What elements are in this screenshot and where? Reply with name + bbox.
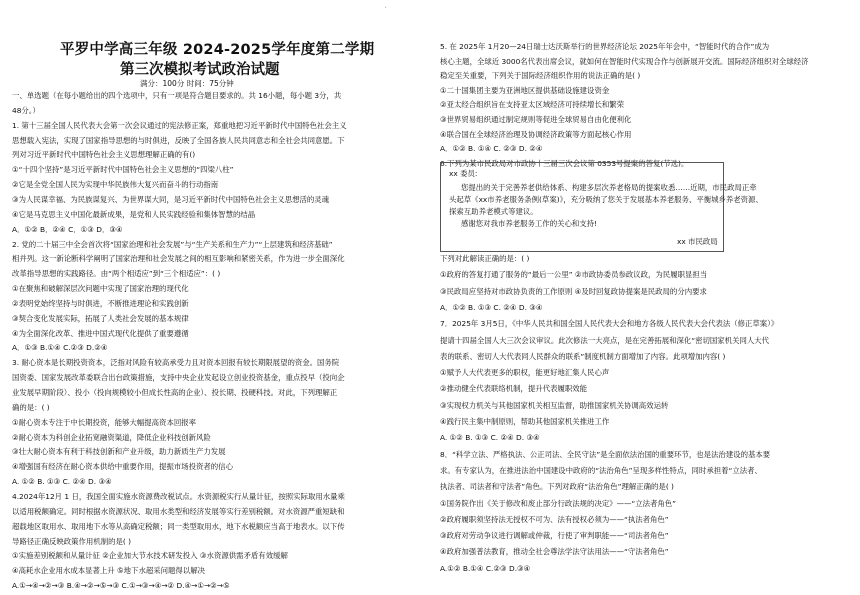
text-line: ②政府履职须坚持法无授权不可为、法有授权必须为——“执法者角色” [440, 515, 669, 524]
text-line: ③政府对劳动争议进行调解或仲裁，行使了审判职能——“司法者角色” [440, 531, 669, 540]
reply-body-line: 您提出的关于完善养老供给体系、构建多层次养老格局的提案收悉……近期，市民政局正牵 [461, 183, 757, 192]
text-line: 业发展早期阶段）、投小（投向规模较小但成长性高的企业）、投长期、投硬科技。对此，下列理解正 [12, 388, 338, 397]
text-line: ②耐心资本为科创企业拓宽融资渠道，降低企业科技创新风险 [12, 433, 211, 442]
text-line: 48分。） [12, 106, 40, 115]
text-line: 国资委、国家发展改革委联合出台政策措施，支持中央企业发起设立创业投资基金，重点投早（投向企 [12, 373, 345, 382]
text-line: 5. 在 2025年 1月20—24日瑞士达沃斯举行的世界经济论坛 2025年年会中，“智能时代的合作”成为 [440, 42, 770, 51]
text-line: ③民政局应坚持对市政协负责的工作原则 ④及时回复政协提案是民政局的分内要求 [440, 287, 707, 296]
text-line: ④它是马克思主义中国化最新成果，是党和人民实践经验和集体智慧的结晶 [12, 210, 256, 219]
text-line: A．①③ B.①④ C.②③ D.②④ [12, 343, 108, 352]
text-line: ③为人民谋幸福、为民族谋复兴、为世界谋大同，是习近平新时代中国特色社会主义思想活的灵魂 [12, 195, 330, 204]
reply-letter-box [440, 162, 763, 252]
text-line: 1. 第十三届全国人民代表大会第一次会议通过的宪法修正案，郑重地把习近平新时代中国特色社会主义 [12, 121, 347, 130]
text-line: 下列对此解读正确的是：( ) [440, 254, 530, 263]
exam-title-line1: 平罗中学高三年级 2024-2025学年度第二学期 [60, 42, 375, 58]
reply-signature: xx 市民政局 [677, 237, 718, 246]
text-line: A. ①② B. ①③ C. ②④ D. ③④ [12, 477, 112, 486]
exam-meta: 满分：100分 时间：75分钟 [140, 79, 234, 88]
text-line: 8．“科学立法、严格执法、公正司法、全民守法”是全面依法治国的重要环节，也是法治建设的基本要 [440, 450, 771, 459]
text-line: 导路径正确反映政策作用机制的是( ) [12, 537, 131, 546]
text-line: A．①② B．②④ C．①③ D．③④ [12, 225, 123, 234]
text-line: ①二十国集团主要为亚洲地区提供基础设施建设资金 [440, 86, 610, 95]
text-line: ④政府加强普法教育，推动全社会尊法学法守法用法——“守法者角色” [440, 547, 669, 556]
text-line: 2. 党的二十届三中全会首次将“国家治理和社会发展”与“生产关系和生产力”“上层建筑和经济基础” [12, 240, 333, 249]
text-line: ③世界贸易组织通过制定规则等促进全球贸易自由化便利化 [440, 115, 632, 124]
text-line: 确的是：( ) [12, 403, 50, 412]
text-line: ①在聚焦和破解深层次问题中实现了国家治理的现代化 [12, 284, 189, 293]
text-line: ①国务院作出《关于修改和废止部分行政法规的决定》——“立法者角色” [440, 499, 677, 508]
exam-title-line2: 第三次模拟考试政治试题 [120, 62, 280, 78]
text-line: 思想载入宪法，实现了国家指导思想的与时俱进，反映了全国各族人民共同意志和全社会共同意愿。下 [12, 136, 345, 145]
text-line: 3. 耐心资本是长期投资资本，泛指对风险有较高承受力且对资本回报有较长期限展望的资金。国务院 [12, 358, 340, 367]
reply-body-line: 探索互助养老模式等建议。 [449, 207, 538, 216]
text-line: 列对习近平新时代中国特色社会主义思想理解正确的有() [12, 150, 196, 159]
text-line: A.①→④→②→③ B.④→②→⑤→③ C.①→③→④→② D.④→①→②→⑤ [12, 581, 230, 590]
text-line: 超载地区取用水、取用地下水等从高确定税额；同一类型取用水，地下水税额应当高于地表水。以下传 [12, 522, 345, 531]
text-line: 提请十四届全国人大三次会议审议。此次修法一大亮点，是在完善拓展和深化“密切国家机关同人大代 [440, 336, 770, 345]
reply-body-line: 头起草《xx市养老服务条例(草案)》，充分吸纳了您关于发展基本养老服务、平衡城乡养老资源、 [449, 195, 763, 204]
text-line: 表的联系、密切人大代表同人民群众的联系”制度机制方面增加了内容。此项增加内容( ) [440, 352, 726, 361]
text-line: 核心主题，全球近 3000名代表出席会议，就如何在智能时代实现合作与创新展开交流。国际经济组织对全球经济 [440, 57, 809, 66]
text-line: 6.下列为某市民政局对市政协十三届三次会议第 0353号提案的答复(节选)。 [440, 159, 689, 168]
text-line: ①实施差别税额和从量计征 ②企业加大节水技术研发投入 ③水资源供需矛盾有效缓解 [12, 551, 288, 560]
reply-body-line: 感谢您对我市养老服务工作的关心和支持! [461, 219, 597, 228]
text-line: ④践行民主集中制原则，帮助其他国家机关推进工作 [440, 417, 610, 426]
text-line: ②表明党始终坚持与时俱进，不断推进理论和实践创新 [12, 299, 189, 308]
text-line: 7．2025年 3月5日，《中华人民共和国全国人民代表大会和地方各级人民代表大会代表法（修正草案）》 [440, 319, 779, 328]
text-line: 相并列。这一新论断科学阐明了国家治理和社会发展之间的相互影响和紧密关系，作为进一步全面深化 [12, 254, 345, 263]
watermark-mark: · [384, 3, 388, 14]
text-line: ④为全面深化改革、推进中国式现代化提供了重要遵循 [12, 329, 189, 338]
text-line: 改革指导思想的实践路径。由“两个相适应”到“三个相适应”：( ) [12, 269, 221, 278]
text-line: ③契合变化发展实际，拓展了人类社会发展的基本规律 [12, 314, 189, 323]
text-line: ①赋予人大代表更多的职权，能更好地汇集人民心声 [440, 368, 610, 377]
text-line: 求。有专家认为，在推进法治中国建设中政府的“法治角色”呈现多样性特点，同时承担着“立法者、 [440, 466, 762, 475]
text-line: 稳定至关重要，下列关于国际经济组织作用的说法正确的是( ) [440, 71, 641, 80]
text-line: ①耐心资本专注于中长期投资，能够大幅提高资本回报率 [12, 418, 197, 427]
text-line: ③实现权力机关与其他国家机关相互监督，助推国家机关协调高效运转 [440, 401, 669, 410]
text-line: 执法者、司法者和守法者”角色。下列对政府“法治角色”理解正确的是( ) [440, 482, 674, 491]
text-line: ②它是全党全国人民为实现中华民族伟大复兴而奋斗的行动指南 [12, 180, 219, 189]
text-line: A.①② B.①④ C.②③ D.③④ [440, 564, 531, 573]
text-line: A. ①② B. ①③ C. ②④ D. ③④ [440, 433, 540, 442]
text-line: ②推动健全代表联络机制，提升代表履职效能 [440, 384, 588, 393]
text-line: ④联合国在全球经济治理及协调经济政策等方面起核心作用 [440, 130, 632, 139]
text-line: A．①② B. ①③ C. ②④ D. ③④ [440, 303, 543, 312]
text-line: ③壮大耐心资本有利于科技创新和产业升级，助力新质生产力发展 [12, 447, 226, 456]
text-line: ②亚太经合组织旨在支持亚太区域经济可持续增长和繁荣 [440, 100, 625, 109]
text-line: ④高耗水企业用水成本显著上升 ⑤地下水超采问题得以解决 [12, 566, 205, 575]
text-line: A．①② B. ①④ C. ②③ D. ②④ [440, 144, 543, 153]
text-line: ①“十四个坚持”是习近平新时代中国特色社会主义思想的“四梁八柱” [12, 165, 234, 174]
text-line: 4.2024年12月 1 日，我国全面实施水资源费改税试点。水资源税实行从量计征，按照实际取用水量乘 [12, 492, 345, 501]
reply-salutation: xx 委员: [449, 169, 478, 178]
text-line: 以适用税额确定。同时根据水资源状况、取用水类型和经济发展等实行差别税额。对水资源严重短缺和 [12, 507, 345, 516]
text-line: ①政府的答复打通了服务的“最后一公里” ②市政协委员参政议政，为民履职显担当 [440, 270, 708, 279]
text-line: ④增强国有经济在耐心资本供给中重要作用，提振市场投资者的信心 [12, 462, 233, 471]
text-line: 一、单选题（在每小题给出的四个选项中，只有一项是符合题目要求的。共 16小题，每小题 3分，共 [12, 91, 342, 100]
